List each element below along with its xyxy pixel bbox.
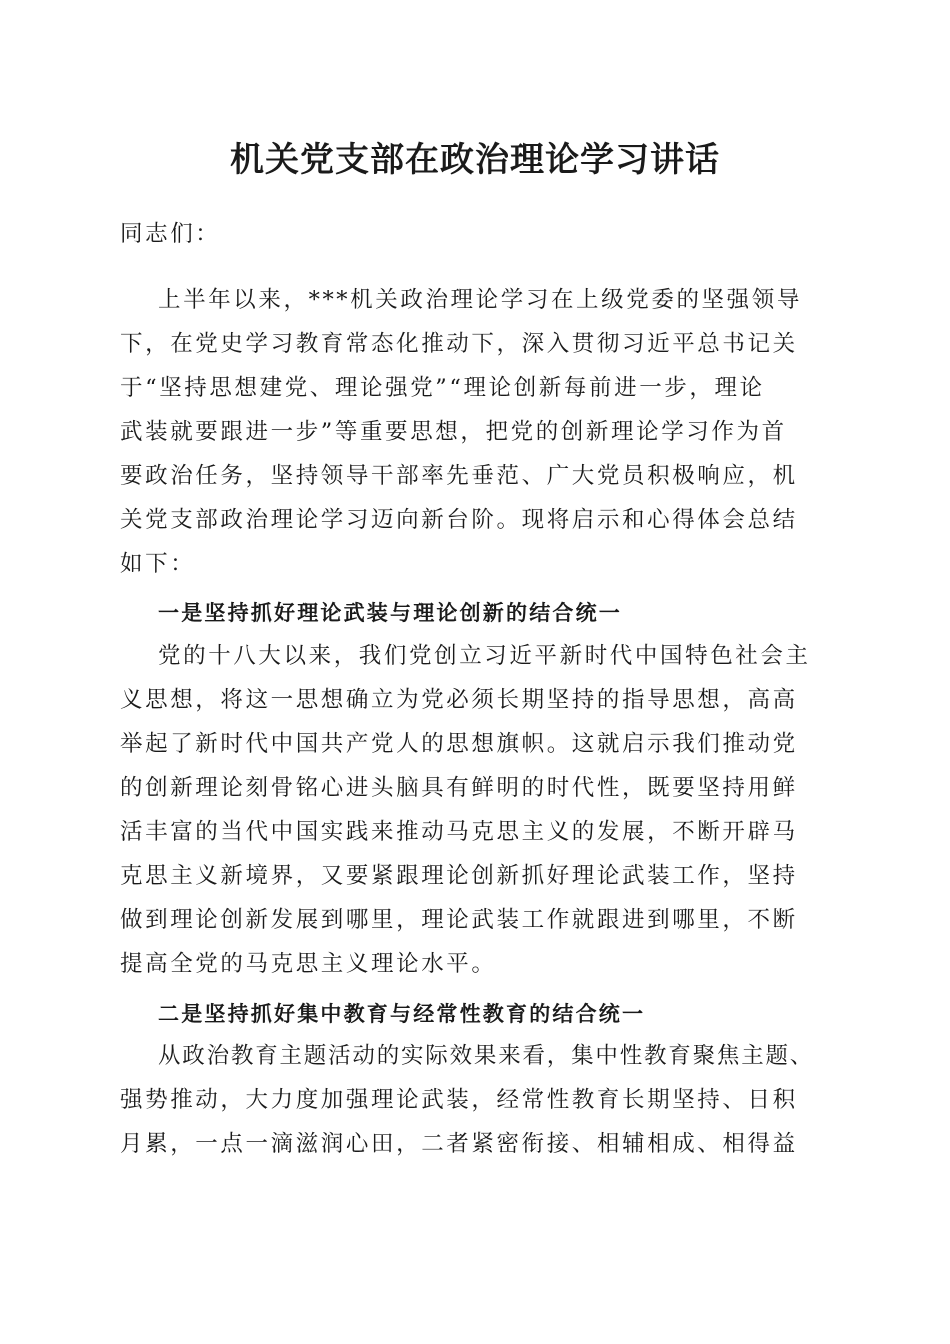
paragraph-line: 下，在党史学习教育常态化推动下，深入贯彻习近平总书记关 — [120, 331, 798, 357]
paragraph-line: 举起了新时代中国共产党人的思想旗帜。这就启示我们推动党 — [120, 731, 798, 757]
paragraph-line: 武装就要跟进一步”等重要思想，把党的创新理论学习作为首 — [120, 419, 787, 445]
paragraph-line: 如下： — [120, 551, 196, 577]
paragraph-line: 活丰富的当代中国实践来推动马克思主义的发展，不断开辟马 — [120, 819, 798, 845]
paragraph-line: 做到理论创新发展到哪里，理论武装工作就跟进到哪里，不断 — [120, 907, 798, 933]
section-heading-2: 二是坚持抓好集中教育与经常性教育的结合统一 — [158, 1001, 646, 1026]
paragraph-line: 强势推动，大力度加强理论武装，经常性教育长期坚持、日积 — [120, 1087, 798, 1113]
paragraph-line: 上半年以来，***机关政治理论学习在上级党委的坚强领导 — [158, 287, 802, 313]
paragraph-line: 从政治教育主题活动的实际效果来看，集中性教育聚焦主题、 — [158, 1043, 815, 1069]
paragraph-line: 关党支部政治理论学习迈向新台阶。现将启示和心得体会总结 — [120, 507, 798, 533]
section-heading-1: 一是坚持抓好理论武装与理论创新的结合统一 — [158, 600, 622, 625]
paragraph-line: 党的十八大以来，我们党创立习近平新时代中国特色社会主 — [158, 643, 811, 669]
paragraph-line: 于“坚持思想建党、理论强党”“理论创新每前进一步，理论 — [120, 375, 765, 401]
paragraph-line: 要政治任务，坚持领导干部率先垂范、广大党员积极响应，机 — [120, 463, 798, 489]
paragraph-line: 克思主义新境界，又要紧跟理论创新抓好理论武装工作，坚持 — [120, 863, 798, 889]
salutation: 同志们： — [120, 221, 221, 247]
paragraph-line: 义思想，将这一思想确立为党必须长期坚持的指导思想，高高 — [120, 687, 798, 713]
paragraph-line: 月累，一点一滴滋润心田，二者紧密衔接、相辅相成、相得益 — [120, 1131, 798, 1157]
paragraph-line: 提高全党的马克思主义理论水平。 — [120, 951, 497, 977]
paragraph-line: 的创新理论刻骨铭心进头脑具有鲜明的时代性，既要坚持用鲜 — [120, 775, 798, 801]
document-title: 机关党支部在政治理论学习讲话 — [230, 140, 720, 180]
